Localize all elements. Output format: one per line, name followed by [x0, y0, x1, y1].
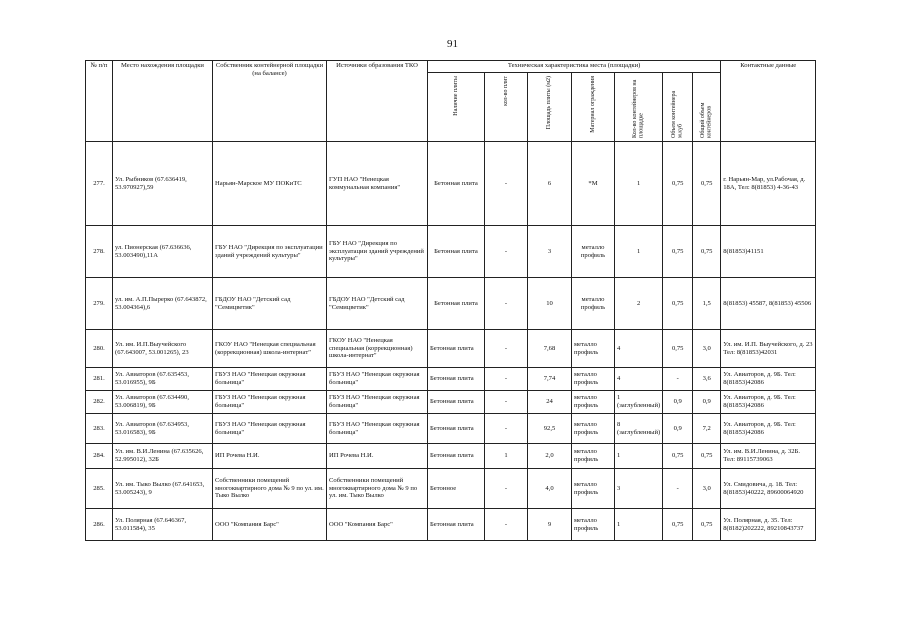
- row-number: 282.: [86, 391, 113, 414]
- row-plate: Бетонная плита: [428, 278, 485, 330]
- row-owner: Собственники помещений многоквартирного дома № 9 по ул. им. Тыко Вылко: [213, 469, 327, 509]
- row-plate-area: 92,5: [528, 414, 572, 444]
- row-source: ООО "Компания Барс": [327, 509, 428, 541]
- row-number: 286.: [86, 509, 113, 541]
- row-plate: Бетонная плита: [428, 142, 485, 226]
- row-plate-area: 6: [528, 142, 572, 226]
- row-container-count: 8 (заглубленный): [615, 414, 663, 444]
- header-plate-area: Площадь плиты (м2): [528, 73, 572, 142]
- row-plate-area: 10: [528, 278, 572, 330]
- row-total-volume: 0,75: [693, 226, 721, 278]
- row-owner: ГБУЗ НАО "Ненецкая окружная больница": [213, 391, 327, 414]
- row-plates-count: 1: [485, 444, 528, 469]
- row-contacts: г. Нарьян-Мар, ул.Рабочая, д. 18А, Тел: 8(81853) 4-36-43: [721, 142, 816, 226]
- row-owner: ГБУЗ НАО "Ненецкая окружная больница": [213, 414, 327, 444]
- row-source: ГБУ НАО "Дирекция по эксплуатации зданий учреждений культуры": [327, 226, 428, 278]
- row-number: 277.: [86, 142, 113, 226]
- row-total-volume: 3,0: [693, 330, 721, 368]
- row-container-count: 3: [615, 469, 663, 509]
- row-contacts: 8(81853)41151: [721, 226, 816, 278]
- row-number: 278.: [86, 226, 113, 278]
- row-owner: ГБУ НАО "Дирекция по эксплуатации зданий учреждений культуры": [213, 226, 327, 278]
- row-plate-area: 7,68: [528, 330, 572, 368]
- row-source: Собственники помещений многоквартирного дома № 9 по ул. им. Тыко Вылко: [327, 469, 428, 509]
- row-location: Ул. Авиаторов (67.634490, 53.006819), 9Б: [113, 391, 213, 414]
- row-total-volume: 7,2: [693, 414, 721, 444]
- sites-table: [85, 60, 816, 541]
- row-container-count: 1: [615, 226, 663, 278]
- row-plate-area: 24: [528, 391, 572, 414]
- row-contacts: Ул. им. В.И.Ленина, д. 32Б. Тел: 89115739063: [721, 444, 816, 469]
- row-source: ГКОУ НАО "Ненецкая специальная (коррекционная) школа-интернат": [327, 330, 428, 368]
- row-plate: Бетонная плита: [428, 330, 485, 368]
- row-number: 284.: [86, 444, 113, 469]
- row-total-volume: 0,9: [693, 391, 721, 414]
- row-container-volume: -: [663, 469, 693, 509]
- row-plate: Бетонное: [428, 469, 485, 509]
- row-plates-count: -: [485, 368, 528, 391]
- row-container-count: 1: [615, 444, 663, 469]
- row-container-count: 4: [615, 330, 663, 368]
- row-plates-count: -: [485, 142, 528, 226]
- header-total-volume: Общий объем контейнеров: [693, 73, 721, 142]
- row-total-volume: 1,5: [693, 278, 721, 330]
- row-plates-count: -: [485, 330, 528, 368]
- table-row: [86, 469, 816, 509]
- table-row: [86, 368, 816, 391]
- table-row: [86, 414, 816, 444]
- row-source: ГБУЗ НАО "Ненецкая окружная больница": [327, 368, 428, 391]
- row-fence-material: металло профиль: [572, 226, 615, 278]
- row-fence-material: металло профиль: [572, 391, 615, 414]
- row-location: Ул. Полярная (67.646367, 53.011584), 35: [113, 509, 213, 541]
- row-plates-count: -: [485, 278, 528, 330]
- row-contacts: Ул. Авиаторов, д. 9Б. Тел: 8(81853)42086: [721, 368, 816, 391]
- row-container-volume: 0,75: [663, 509, 693, 541]
- table-row: [86, 330, 816, 368]
- row-location: Ул. Авиаторов (67.634953, 53.016583), 9Б: [113, 414, 213, 444]
- table-row: [86, 509, 816, 541]
- row-plate: Бетонная плита: [428, 414, 485, 444]
- row-fence-material: металло профиль: [572, 330, 615, 368]
- row-number: 280.: [86, 330, 113, 368]
- row-fence-material: металло профиль: [572, 278, 615, 330]
- row-total-volume: 0,75: [693, 444, 721, 469]
- row-plate-area: 3: [528, 226, 572, 278]
- row-location: Ул. Рыбников (67.636419, 53.970927),59: [113, 142, 213, 226]
- row-owner: ООО "Компания Барс": [213, 509, 327, 541]
- row-plate-area: 4,0: [528, 469, 572, 509]
- header-container-count: Кол-во контейнеров на площадке: [615, 73, 663, 142]
- row-plates-count: -: [485, 469, 528, 509]
- header-location: Место нахождения площадки: [113, 61, 213, 142]
- row-container-volume: 0,75: [663, 142, 693, 226]
- row-total-volume: 0,75: [693, 509, 721, 541]
- row-fence-material: металло профиль: [572, 469, 615, 509]
- row-contacts: Ул. Авиаторов, д. 9Б. Тел: 8(81853)42086: [721, 414, 816, 444]
- row-fence-material: металло профиль: [572, 414, 615, 444]
- row-location: Ул. Авиаторов (67.635453, 53.016955), 9Б: [113, 368, 213, 391]
- row-number: 283.: [86, 414, 113, 444]
- row-location: Ул. им. В.И.Ленина (67.635626, 52.995012), 32Б: [113, 444, 213, 469]
- header-source: Источники образования ТКО: [327, 61, 428, 142]
- row-owner: ГБУЗ НАО "Ненецкая окружная больница": [213, 368, 327, 391]
- row-container-volume: -: [663, 368, 693, 391]
- row-plate: Бетонная плита: [428, 226, 485, 278]
- row-location: ул. им. А.П.Пырерко (67.643872, 53.004364),6: [113, 278, 213, 330]
- row-plate: Бетонная плита: [428, 391, 485, 414]
- row-contacts: Ул. Авиаторов, д. 9Б. Тел: 8(81853)42086: [721, 391, 816, 414]
- row-plate-area: 9: [528, 509, 572, 541]
- row-number: 285.: [86, 469, 113, 509]
- header-contacts: Контактные данные: [721, 61, 816, 142]
- row-contacts: Ул. им. И.П. Выучейского, д. 23 Тел: 8(81853)42031: [721, 330, 816, 368]
- row-source: ГБДОУ НАО "Детский сад "Семицветик": [327, 278, 428, 330]
- row-contacts: 8(81853) 45587, 8(81853) 45506: [721, 278, 816, 330]
- row-container-count: 2: [615, 278, 663, 330]
- row-source: ГБУЗ НАО "Ненецкая окружная больница": [327, 391, 428, 414]
- row-number: 281.: [86, 368, 113, 391]
- row-contacts: Ул. Смидовича, д. 18. Тел: 8(81853)40222, 89600064920: [721, 469, 816, 509]
- header-plate: Наличие плиты: [428, 73, 485, 142]
- row-total-volume: 0,75: [693, 142, 721, 226]
- row-total-volume: 3,6: [693, 368, 721, 391]
- row-plate: Бетонная плита: [428, 368, 485, 391]
- row-plates-count: -: [485, 226, 528, 278]
- row-container-count: 4: [615, 368, 663, 391]
- row-location: Ул. им. Тыко Вылко (67.641653, 53.005243), 9: [113, 469, 213, 509]
- row-container-volume: 0,75: [663, 226, 693, 278]
- table-row: [86, 278, 816, 330]
- row-fence-material: *М: [572, 142, 615, 226]
- row-owner: ИП Рочева Н.И.: [213, 444, 327, 469]
- table-row: [86, 226, 816, 278]
- row-plates-count: -: [485, 414, 528, 444]
- row-fence-material: металло профиль: [572, 444, 615, 469]
- header-plates-count: кол-во плит: [485, 73, 528, 142]
- row-container-volume: 0,75: [663, 444, 693, 469]
- row-container-count: 1: [615, 509, 663, 541]
- row-plate: Бетонная плита: [428, 509, 485, 541]
- table-row: [86, 391, 816, 414]
- row-total-volume: 3,0: [693, 469, 721, 509]
- row-plate: Бетонная плита: [428, 444, 485, 469]
- table-row: [86, 444, 816, 469]
- row-container-count: 1: [615, 142, 663, 226]
- row-number: 279.: [86, 278, 113, 330]
- row-container-volume: 0,9: [663, 414, 693, 444]
- header-container-volume: Объем контейнера м.куб: [663, 73, 693, 142]
- row-source: ГУП НАО "Ненецкая коммунальная компания": [327, 142, 428, 226]
- row-plates-count: -: [485, 391, 528, 414]
- row-owner: ГКОУ НАО "Ненецкая специальная (коррекционная) школа-интернат": [213, 330, 327, 368]
- row-container-volume: 0,75: [663, 330, 693, 368]
- row-container-volume: 0,75: [663, 278, 693, 330]
- row-plate-area: 7,74: [528, 368, 572, 391]
- row-container-count: 1 (заглубленный): [615, 391, 663, 414]
- row-owner: Нарьян-Марское МУ ПОКиТС: [213, 142, 327, 226]
- header-tech: Техническая характеристика места (площадки): [428, 61, 721, 73]
- row-plate-area: 2,0: [528, 444, 572, 469]
- row-location: Ул. им. И.П.Выучейского (67.643007, 53.001265), 23: [113, 330, 213, 368]
- row-contacts: Ул. Полярная, д. 35. Тел: 8(8182)202222, 89210843737: [721, 509, 816, 541]
- header-owner: Собственник контейнерной площадки (на балансе): [213, 61, 327, 142]
- row-source: ИП Рочева Н.И.: [327, 444, 428, 469]
- row-container-volume: 0,9: [663, 391, 693, 414]
- row-fence-material: металло профиль: [572, 509, 615, 541]
- header-fence-material: Материал ограждения: [572, 73, 615, 142]
- row-fence-material: металло профиль: [572, 368, 615, 391]
- table-row: [86, 142, 816, 226]
- row-location: ул. Пионерская (67.636636, 53.003490),11А: [113, 226, 213, 278]
- row-plates-count: -: [485, 509, 528, 541]
- page-number: 91: [447, 38, 458, 50]
- row-owner: ГБДОУ НАО "Детский сад "Семицветик": [213, 278, 327, 330]
- header-num: № п/п: [86, 61, 113, 142]
- row-source: ГБУЗ НАО "Ненецкая окружная больница": [327, 414, 428, 444]
